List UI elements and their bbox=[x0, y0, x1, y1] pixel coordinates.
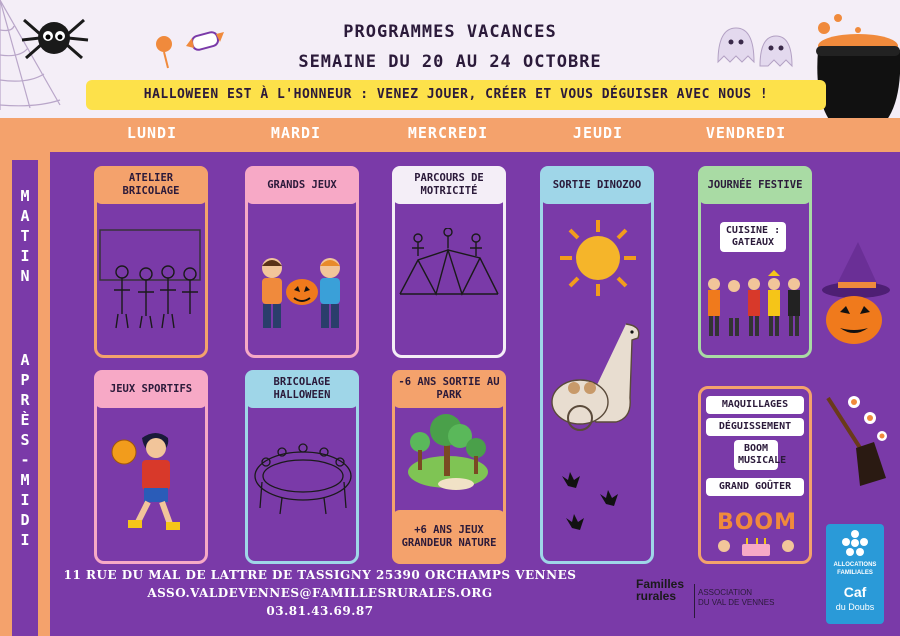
activity-title: +6 ANS JEUX GRANDEUR NATURE bbox=[392, 510, 506, 564]
activity-title: ATELIER BRICOLAGE bbox=[94, 166, 208, 204]
obstacle-course-illustration bbox=[396, 228, 502, 308]
craft-table-illustration bbox=[250, 436, 356, 516]
activity-item: BOOM MUSICALE bbox=[734, 440, 778, 470]
footer-phone[interactable]: 03.81.43.69.87 bbox=[266, 604, 374, 618]
caf-logo: ALLOCATIONS FAMILIALES Caf du Doubs bbox=[826, 524, 884, 624]
park-illustration bbox=[400, 414, 498, 500]
page-subtitle: SEMAINE DU 20 AU 24 OCTOBRE bbox=[298, 52, 602, 72]
day-lundi: LUNDI bbox=[126, 124, 178, 142]
day-vendredi: VENDREDI bbox=[705, 124, 787, 142]
boom-art: BOOM bbox=[716, 510, 798, 535]
activity-item: DÉGUISSEMENT bbox=[706, 418, 804, 436]
halloween-banner: HALLOWEEN EST À L'HONNEUR : VENEZ JOUER, CRÉER ET VOUS DÉGUISER AVEC NOUS ! bbox=[86, 80, 826, 110]
dinosaur-illustration bbox=[546, 318, 650, 438]
activity-item: MAQUILLAGES bbox=[706, 396, 804, 414]
activity-subtitle: CUISINE : GATEAUX bbox=[720, 222, 786, 252]
page-title: PROGRAMMES VACANCES bbox=[343, 22, 557, 42]
activity-title: JEUX SPORTIFS bbox=[94, 370, 208, 408]
logo-divider bbox=[694, 584, 695, 618]
party-illustration bbox=[712, 536, 802, 560]
day-mercredi: MERCREDI bbox=[407, 124, 489, 142]
crafting-kids-illustration bbox=[98, 224, 204, 330]
sun-icon bbox=[558, 218, 638, 298]
costumed-kids-illustration bbox=[704, 270, 808, 346]
activity-title: JOURNÉE FESTIVE bbox=[698, 166, 812, 204]
caf-emblem-icon bbox=[840, 528, 870, 558]
association-logo: ASSOCIATION DU VAL DE VENNES bbox=[698, 588, 775, 607]
side-label-apres-midi: A P R È S - M I D I bbox=[20, 351, 30, 549]
footprints-icon bbox=[558, 468, 638, 548]
familles-rurales-logo: Familles rurales bbox=[636, 577, 685, 603]
boy-basketball-illustration bbox=[108, 428, 194, 538]
broom-icon bbox=[820, 392, 892, 492]
activity-title: PARCOURS DE MOTRICITÉ bbox=[392, 166, 506, 204]
day-mardi: MARDI bbox=[270, 124, 322, 142]
kids-pumpkin-illustration bbox=[254, 254, 350, 334]
footer-email[interactable]: ASSO.VALDEVENNES@FAMILLESRURALES.ORG bbox=[147, 586, 493, 600]
activity-title: -6 ANS SORTIE AU PARK bbox=[392, 370, 506, 408]
activity-item: GRAND GOÛTER bbox=[706, 478, 804, 496]
witch-hat-pumpkin-icon bbox=[818, 240, 890, 350]
activity-title: GRANDS JEUX bbox=[245, 166, 359, 204]
day-jeudi: JEUDI bbox=[572, 124, 624, 142]
footer-address: 11 RUE DU MAL DE LATTRE DE TASSIGNY 25390 ORCHAMPS VENNES bbox=[63, 568, 577, 582]
activity-title: SORTIE DINOZOO bbox=[540, 166, 654, 204]
activity-title: BRICOLAGE HALLOWEEN bbox=[245, 370, 359, 408]
side-label-matin: M A T I N bbox=[20, 187, 30, 285]
